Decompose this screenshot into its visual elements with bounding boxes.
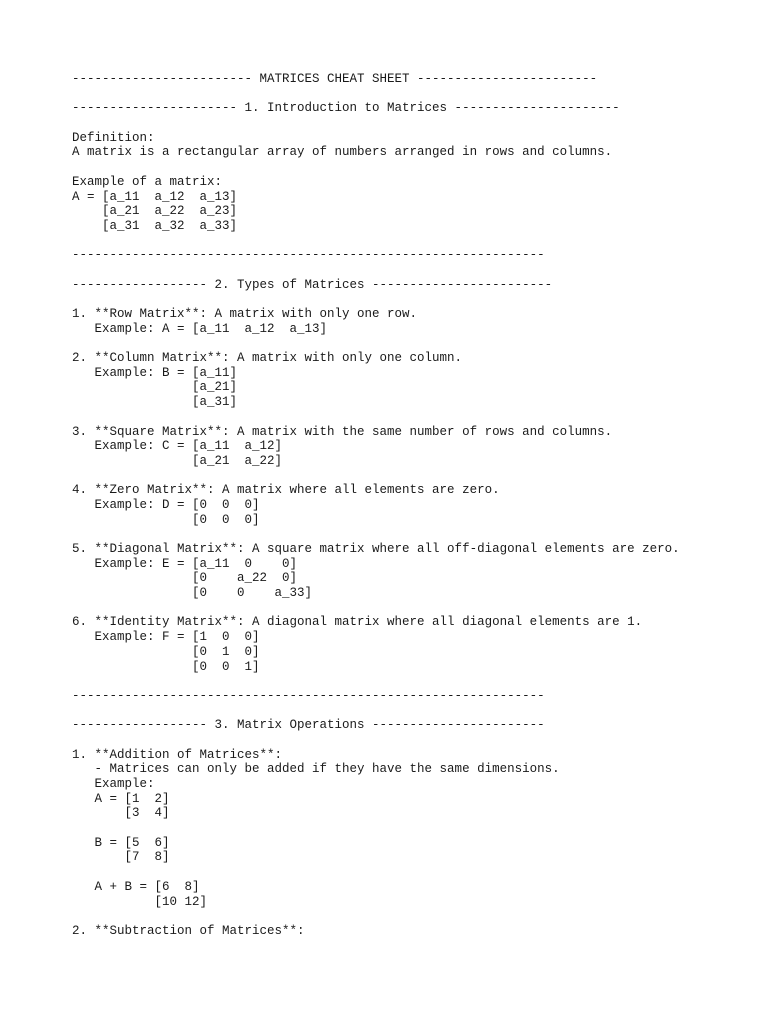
blank-line (72, 601, 752, 616)
matrix-row: [0 1 0] (72, 644, 260, 659)
matrix-row: B = [5 6] (72, 835, 170, 850)
divider-line: --------------------------------------------------------------- (72, 248, 545, 263)
blank-line (72, 234, 752, 249)
blank-line (72, 733, 752, 748)
matrix-row: Example: D = [0 0 0] (72, 497, 260, 512)
blank-line (72, 410, 752, 425)
section-1-heading: ---------------------- 1. Introduction to Matrices ---------------------- (72, 101, 620, 116)
matrix-row: A = [a_11 a_12 a_13] (72, 189, 238, 204)
blank-line (72, 674, 752, 689)
example-label: Example of a matrix: (72, 174, 223, 189)
blank-line (72, 87, 752, 102)
matrix-row: Example: F = [1 0 0] (72, 630, 260, 645)
section-3-heading: ------------------ 3. Matrix Operations ----------------------- (72, 718, 545, 733)
blank-line (72, 116, 752, 131)
matrix-row: [a_21 a_22] (72, 453, 283, 468)
matrix-row: [3 4] (72, 806, 170, 821)
diagonal-matrix-item: 5. **Diagonal Matrix**: A square matrix where all off-diagonal elements are zero. (72, 542, 680, 556)
blank-line (72, 336, 752, 351)
blank-line (72, 821, 752, 836)
matrix-row: [10 12] (72, 894, 208, 909)
matrix-row: Example: A = [a_11 a_12 a_13] (72, 321, 328, 336)
example-label: Example: (72, 777, 155, 791)
zero-matrix-item: 4. **Zero Matrix**: A matrix where all elements are zero. (72, 483, 500, 498)
addition-item: 1. **Addition of Matrices**: (72, 747, 283, 762)
definition-text: A matrix is a rectangular array of numbers arranged in rows and columns. (72, 145, 613, 160)
row-matrix-item: 1. **Row Matrix**: A matrix with only one row. (72, 307, 418, 321)
section-2-heading: ------------------ 2. Types of Matrices ------------------------ (72, 277, 553, 292)
blank-line (72, 160, 752, 175)
matrix-row: [a_21] (72, 380, 238, 395)
matrix-row: [a_31 a_32 a_33] (72, 218, 238, 233)
matrix-row: Example: C = [a_11 a_12] (72, 439, 283, 454)
matrix-row: [a_31] (72, 395, 238, 410)
definition-label: Definition: (72, 130, 155, 145)
doc-title-line: ------------------------ MATRICES CHEAT SHEET ------------------------ (72, 72, 598, 86)
blank-line (72, 909, 752, 924)
blank-line (72, 865, 752, 880)
blank-line (72, 469, 752, 484)
matrix-row: [7 8] (72, 850, 170, 865)
matrix-row: [0 0 a_33] (72, 586, 313, 601)
matrix-row: A + B = [6 8] (72, 879, 200, 894)
matrix-row: Example: B = [a_11] (72, 365, 238, 380)
subtraction-item: 2. **Subtraction of Matrices**: (72, 923, 305, 938)
matrix-row: [0 0 1] (72, 659, 260, 674)
column-matrix-item: 2. **Column Matrix**: A matrix with only one column. (72, 351, 463, 366)
blank-line (72, 527, 752, 542)
blank-line (72, 292, 752, 307)
square-matrix-item: 3. **Square Matrix**: A matrix with the same number of rows and columns. (72, 424, 613, 439)
matrix-row: [0 a_22 0] (72, 571, 298, 586)
cheat-sheet-document (72, 72, 752, 939)
matrix-row: [0 0 0] (72, 512, 260, 527)
blank-line (72, 263, 752, 278)
matrix-row: [a_21 a_22 a_23] (72, 204, 238, 219)
addition-rule: - Matrices can only be added if they have the same dimensions. (72, 762, 560, 777)
matrix-row: A = [1 2] (72, 791, 170, 806)
matrix-row: Example: E = [a_11 0 0] (72, 556, 298, 571)
divider-line: --------------------------------------------------------------- (72, 688, 545, 703)
blank-line (72, 704, 752, 719)
identity-matrix-item: 6. **Identity Matrix**: A diagonal matrix where all diagonal elements are 1. (72, 615, 643, 630)
